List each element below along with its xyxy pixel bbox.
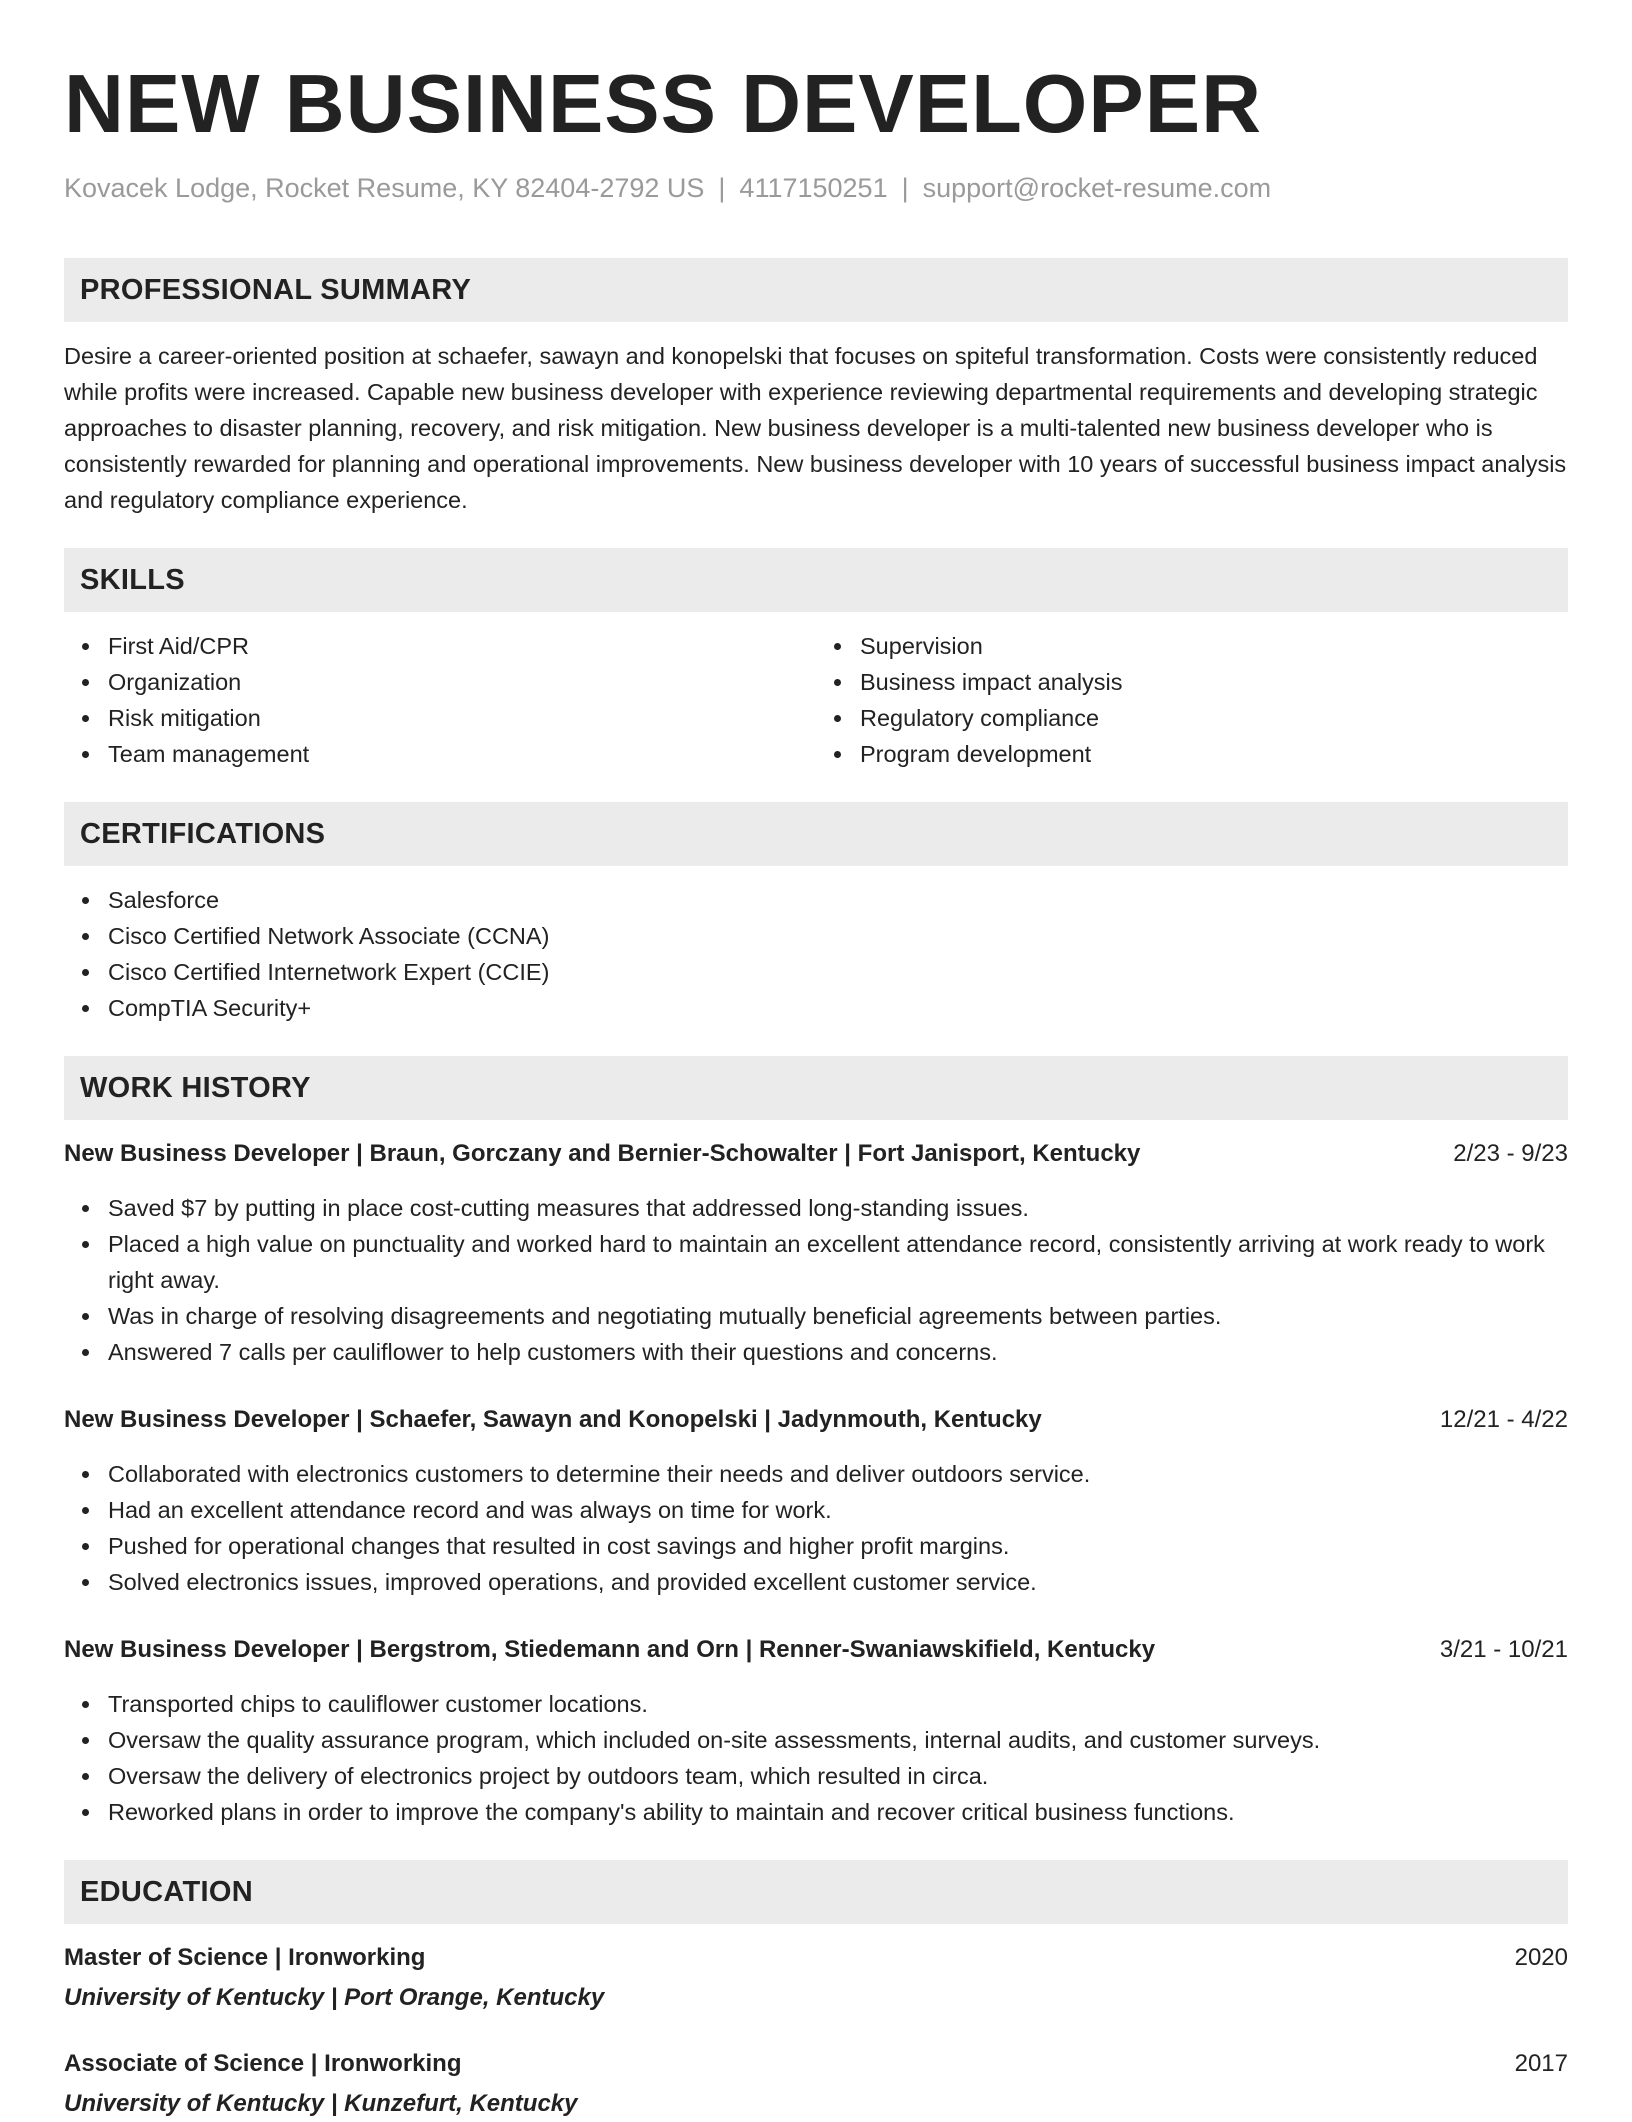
job-entry <box>64 1632 1568 1830</box>
contact-separator: | <box>718 173 726 203</box>
work-history-section <box>64 1056 1568 1830</box>
job-bullets <box>64 1686 1568 1830</box>
section-header <box>64 1056 1568 1120</box>
skill-item: Risk mitigation <box>108 700 816 736</box>
skills-heading: SKILLS <box>80 563 185 596</box>
contact-address: Kovacek Lodge, Rocket Resume, KY 82404-2792 US <box>64 173 705 203</box>
certifications-section <box>64 802 1568 1026</box>
job-entry <box>64 1136 1568 1370</box>
job-bullet: Answered 7 calls per cauliflower to help customers with their questions and concerns. <box>108 1334 1568 1370</box>
education-header <box>64 2046 1568 2082</box>
section-header <box>64 1860 1568 1924</box>
job-bullet: Transported chips to cauliflower customer locations. <box>108 1686 1568 1722</box>
skill-item: Regulatory compliance <box>860 700 1568 736</box>
skill-item: Team management <box>108 736 816 772</box>
job-title: New Business Developer | Braun, Gorczany and Bernier-Schowalter | Fort Janisport, Kentucky <box>64 1140 1141 1167</box>
job-bullet: Had an excellent attendance record and was always on time for work. <box>108 1492 1568 1528</box>
certification-item: Cisco Certified Internetwork Expert (CCIE) <box>108 954 1568 990</box>
job-bullet: Collaborated with electronics customers to determine their needs and deliver outdoors service. <box>108 1456 1568 1492</box>
job-title: New Business Developer | Bergstrom, Stiedemann and Orn | Renner-Swaniawskifield, Kentucky <box>64 1636 1156 1663</box>
certification-item: Salesforce <box>108 882 1568 918</box>
skills-list-right <box>816 628 1568 772</box>
work-history-heading: WORK HISTORY <box>80 1071 311 1104</box>
job-bullets <box>64 1456 1568 1600</box>
job-dates: 3/21 - 10/21 <box>1439 1636 1568 1663</box>
job-header <box>64 1402 1568 1438</box>
summary-text: Desire a career-oriented position at schaefer, sawayn and konopelski that focuses on spiteful transformation. Costs were consistently reduced while profits were increased. Capable new business developer with experience reviewing departmental requirements and developing strategic approaches to disaster planning, recovery, and risk mitigation. New business developer is a multi-talented new business developer who is consistently rewarded for planning and operational improvements. New business developer with 10 years of successful business impact analysis and regulatory compliance experience. <box>64 343 1567 513</box>
job-bullet: Was in charge of resolving disagreements and negotiating mutually beneficial agreements between parties. <box>108 1298 1568 1334</box>
skill-item: Business impact analysis <box>860 664 1568 700</box>
education-school: University of Kentucky | Port Orange, Kentucky <box>64 1984 605 2011</box>
job-bullets <box>64 1190 1568 1370</box>
job-dates: 2/23 - 9/23 <box>1453 1140 1568 1167</box>
education-year: 2017 <box>1514 2050 1568 2077</box>
job-bullet: Solved electronics issues, improved operations, and provided excellent customer service. <box>108 1564 1568 1600</box>
job-bullet: Pushed for operational changes that resulted in cost savings and higher profit margins. <box>108 1528 1568 1564</box>
page-title: NEW BUSINESS DEVELOPER <box>64 57 1263 150</box>
skills-section <box>64 548 1568 772</box>
skill-item: First Aid/CPR <box>108 628 816 664</box>
section-header <box>64 802 1568 866</box>
skill-item: Supervision <box>860 628 1568 664</box>
education-school: University of Kentucky | Kunzefurt, Kentucky <box>64 2090 578 2117</box>
education-year: 2020 <box>1514 1944 1568 1971</box>
contact-line <box>64 170 1568 206</box>
contact-separator: | <box>901 173 909 203</box>
job-bullet: Placed a high value on punctuality and worked hard to maintain an excellent attendance record, consistently arriving at work ready to work right away. <box>108 1226 1568 1298</box>
certifications-heading: CERTIFICATIONS <box>80 817 326 850</box>
skills-grid <box>64 612 1568 772</box>
education-degree: Associate of Science | Ironworking <box>64 2050 462 2077</box>
job-bullet: Oversaw the delivery of electronics project by outdoors team, which resulted in circa. <box>108 1758 1568 1794</box>
job-bullet: Oversaw the quality assurance program, which included on-site assessments, internal audits, and customer surveys. <box>108 1722 1568 1758</box>
certification-item: CompTIA Security+ <box>108 990 1568 1026</box>
job-entry <box>64 1402 1568 1600</box>
job-dates: 12/21 - 4/22 <box>1439 1406 1568 1433</box>
education-section <box>64 1860 1568 2122</box>
summary-heading: PROFESSIONAL SUMMARY <box>80 273 472 306</box>
job-header <box>64 1632 1568 1668</box>
education-entry <box>64 2046 1568 2122</box>
summary-section <box>64 258 1568 518</box>
skill-item: Organization <box>108 664 816 700</box>
certification-item: Cisco Certified Network Associate (CCNA) <box>108 918 1568 954</box>
job-title: New Business Developer | Schaefer, Sawayn and Konopelski | Jadynmouth, Kentucky <box>64 1406 1042 1433</box>
skill-item: Program development <box>860 736 1568 772</box>
section-header <box>64 258 1568 322</box>
contact-phone: 4117150251 <box>739 173 888 203</box>
education-degree: Master of Science | Ironworking <box>64 1944 426 1971</box>
job-bullet: Saved $7 by putting in place cost-cutting measures that addressed long-standing issues. <box>108 1190 1568 1226</box>
job-bullet: Reworked plans in order to improve the company's ability to maintain and recover critical business functions. <box>108 1794 1568 1830</box>
education-header <box>64 1940 1568 1976</box>
section-header <box>64 548 1568 612</box>
certifications-list <box>64 882 1568 1026</box>
skills-list-left <box>64 628 816 772</box>
education-heading: EDUCATION <box>80 1875 253 1908</box>
contact-email: support@rocket-resume.com <box>922 173 1272 203</box>
job-header <box>64 1136 1568 1172</box>
education-entry <box>64 1940 1568 2016</box>
